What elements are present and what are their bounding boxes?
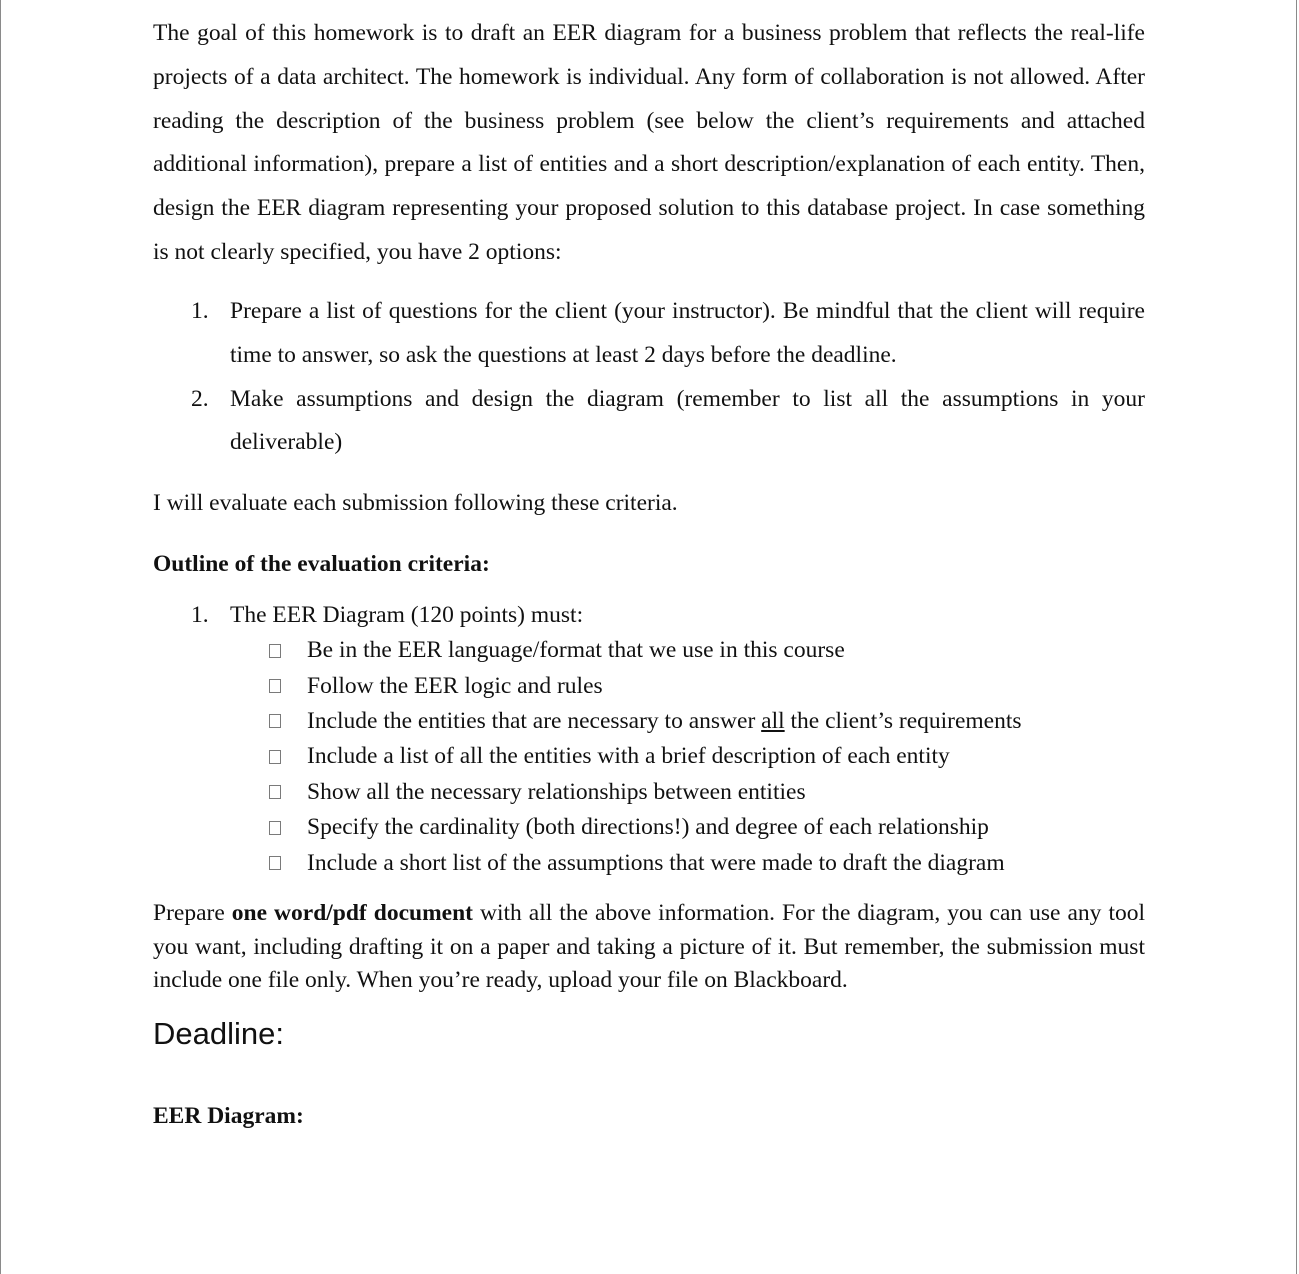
checkbox-icon — [269, 714, 281, 728]
option-item — [153, 378, 1145, 466]
checklist-text: Include a short list of the assumptions that were made to draft the diagram — [307, 849, 1005, 876]
criteria-number: 1. — [191, 602, 209, 628]
options-list — [153, 290, 1145, 465]
checklist-text: Be in the EER language/format that we use in this course — [307, 637, 845, 664]
checklist-item — [267, 633, 1022, 668]
checklist-item — [267, 845, 1022, 880]
option-number: 2. — [191, 385, 209, 412]
criteria-title-row — [191, 597, 583, 633]
checklist-item — [267, 668, 1022, 703]
criteria-checklist — [267, 633, 1022, 881]
checklist-item — [267, 739, 1022, 774]
option-text: Prepare a list of questions for the client (your instructor). Be mindful that the client will require time to answer, so ask the questions at least 2 days before the deadline. — [230, 298, 1145, 368]
checklist-item — [267, 810, 1022, 845]
option-text: Make assumptions and design the diagram (remember to list all the assumptions in your deliverable) — [230, 385, 1145, 456]
option-number: 1. — [191, 298, 209, 324]
checklist-item — [267, 775, 1022, 810]
intro-paragraph: The goal of this homework is to draft an EER diagram for a business problem that reflects the real-life projects of a data architect. The homework is individual. Any form of collaboration is not allowed. After reading the description of the business problem (see below the client’s requirements and attached additional information), prepare a list of entities and a short description/explanation of each entity. Then, design the EER diagram representing your proposed solution to this database project. In case something is not clearly specified, you have 2 options: — [153, 20, 1145, 265]
checkbox-icon — [269, 856, 281, 870]
checkbox-icon — [269, 785, 281, 799]
checklist-text: Show all the necessary relationships between entities — [307, 778, 806, 805]
outline-heading: Outline of the evaluation criteria: — [153, 551, 490, 577]
evaluation-intro: I will evaluate each submission following these criteria. — [153, 490, 678, 516]
checklist-text: Follow the EER logic and rules — [307, 672, 603, 699]
checkbox-icon — [269, 750, 281, 764]
checklist-item — [267, 704, 1022, 739]
bold-phrase: one word/pdf document — [231, 900, 473, 926]
submission-paragraph: Prepare one word/pdf document with all the above information. For the diagram, you can use any tool you want, including drafting it on a paper and taking a picture of it. But remember, the submission must include one file only. When you’re ready, upload your file on Blackboard. — [153, 900, 1146, 993]
checklist-text: Include a list of all the entities with a brief description of each entity — [307, 743, 950, 770]
eer-diagram-heading: EER Diagram: — [153, 1103, 304, 1129]
underlined-word: all — [761, 707, 785, 734]
checkbox-icon — [269, 644, 281, 658]
checkbox-icon — [269, 821, 281, 835]
criteria-title: The EER Diagram (120 points) must: — [230, 602, 584, 628]
checklist-text: Specify the cardinality (both directions!) and degree of each relationship — [307, 814, 989, 841]
checklist-text: Include the entities that are necessary to answer all the client’s requirements — [307, 707, 1022, 734]
checkbox-icon — [269, 679, 281, 693]
option-item — [153, 290, 1145, 378]
deadline-heading: Deadline: — [153, 1016, 284, 1051]
